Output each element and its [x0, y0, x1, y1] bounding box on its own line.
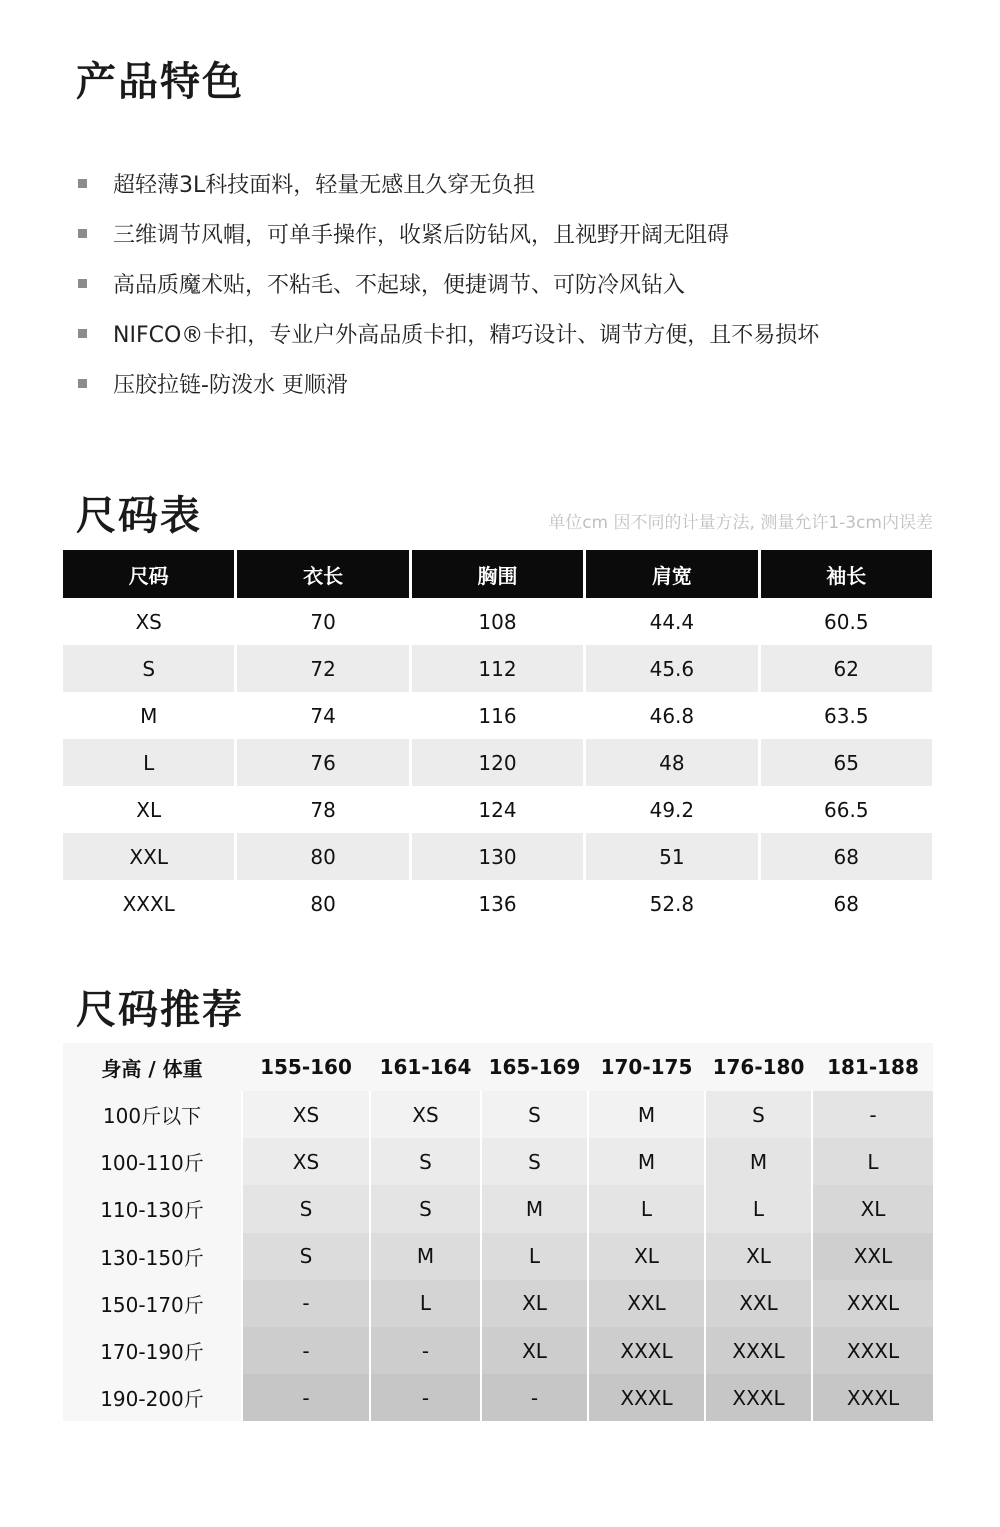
measurement-cell: 68: [761, 833, 932, 880]
measurement-cell: 136: [412, 880, 583, 927]
header-sleeve: 袖长: [761, 550, 932, 598]
square-bullet-icon: [78, 279, 87, 288]
recommended-size-cell: XXXL: [587, 1374, 704, 1421]
recommended-size-cell: XXXL: [811, 1327, 933, 1374]
square-bullet-icon: [78, 179, 87, 188]
size-label-cell: XXL: [63, 833, 234, 880]
recommended-size-cell: XXL: [587, 1280, 704, 1327]
measurement-cell: 80: [237, 833, 408, 880]
recommended-size-cell: XXXL: [811, 1280, 933, 1327]
recommended-size-cell: XS: [241, 1091, 369, 1138]
weight-row-header: 100-110斤: [63, 1138, 241, 1185]
size-chart-table: [60, 550, 935, 927]
size-chart-row: [63, 645, 932, 692]
height-column-header: 161-164: [369, 1043, 480, 1091]
size-label-cell: L: [63, 739, 234, 786]
measurement-cell: 76: [237, 739, 408, 786]
size-chart-row: [63, 880, 932, 927]
recommended-size-cell: M: [587, 1138, 704, 1185]
recommended-size-cell: M: [704, 1138, 811, 1185]
recommended-size-cell: S: [369, 1138, 480, 1185]
recommended-size-cell: L: [587, 1185, 704, 1232]
measurement-cell: 130: [412, 833, 583, 880]
height-column-header: 165-169: [480, 1043, 587, 1091]
recommended-size-cell: XL: [480, 1280, 587, 1327]
recommended-size-cell: S: [241, 1185, 369, 1232]
size-chart-row: [63, 833, 932, 880]
measurement-cell: 48: [586, 739, 757, 786]
recommended-size-cell: XXXL: [587, 1327, 704, 1374]
size-chart-title: 尺码表: [76, 493, 202, 539]
recommendation-row: [63, 1138, 933, 1185]
measurement-cell: 45.6: [586, 645, 757, 692]
square-bullet-icon: [78, 379, 87, 388]
recommended-size-cell: XL: [480, 1327, 587, 1374]
feature-item: [78, 208, 819, 258]
recommendation-row: [63, 1327, 933, 1374]
header-length: 衣长: [237, 550, 408, 598]
weight-row-header: 110-130斤: [63, 1185, 241, 1232]
size-chart-header-row: [63, 550, 932, 598]
recommended-size-cell: M: [587, 1091, 704, 1138]
feature-item: [78, 358, 819, 408]
recommendation-row: [63, 1280, 933, 1327]
measurement-cell: 63.5: [761, 692, 932, 739]
recommended-size-cell: L: [480, 1233, 587, 1280]
recommended-size-cell: -: [811, 1091, 933, 1138]
header-shoulder: 肩宽: [586, 550, 757, 598]
measurement-cell: 68: [761, 880, 932, 927]
feature-item: [78, 258, 819, 308]
feature-item: [78, 308, 819, 358]
recommendation-title: 尺码推荐: [76, 987, 244, 1033]
recommended-size-cell: M: [369, 1233, 480, 1280]
size-label-cell: XL: [63, 786, 234, 833]
measurement-cell: 74: [237, 692, 408, 739]
measurement-cell: 51: [586, 833, 757, 880]
size-chart-row: [63, 786, 932, 833]
weight-row-header: 100斤以下: [63, 1091, 241, 1138]
recommendation-row: [63, 1091, 933, 1138]
recommended-size-cell: -: [369, 1374, 480, 1421]
recommended-size-cell: L: [811, 1138, 933, 1185]
height-column-header: 176-180: [704, 1043, 811, 1091]
recommended-size-cell: -: [480, 1374, 587, 1421]
measurement-cell: 62: [761, 645, 932, 692]
measurement-cell: 72: [237, 645, 408, 692]
recommended-size-cell: XS: [241, 1138, 369, 1185]
feature-item: [78, 158, 819, 208]
recommended-size-cell: S: [704, 1091, 811, 1138]
height-weight-corner: 身高 / 体重: [63, 1043, 241, 1091]
measurement-cell: 112: [412, 645, 583, 692]
size-label-cell: S: [63, 645, 234, 692]
recommended-size-cell: S: [369, 1185, 480, 1232]
weight-row-header: 130-150斤: [63, 1233, 241, 1280]
weight-row-header: 190-200斤: [63, 1374, 241, 1421]
recommended-size-cell: S: [480, 1138, 587, 1185]
recommended-size-cell: L: [369, 1280, 480, 1327]
recommended-size-cell: XXL: [704, 1280, 811, 1327]
recommended-size-cell: -: [369, 1327, 480, 1374]
measurement-cell: 78: [237, 786, 408, 833]
recommended-size-cell: XXXL: [811, 1374, 933, 1421]
recommended-size-cell: XXL: [811, 1233, 933, 1280]
measurement-cell: 52.8: [586, 880, 757, 927]
recommendation-row: [63, 1185, 933, 1232]
recommended-size-cell: S: [480, 1091, 587, 1138]
recommended-size-cell: -: [241, 1374, 369, 1421]
size-label-cell: M: [63, 692, 234, 739]
recommended-size-cell: XL: [587, 1233, 704, 1280]
recommended-size-cell: -: [241, 1280, 369, 1327]
feature-text: 压胶拉链-防泼水 更顺滑: [113, 372, 348, 398]
feature-text: 高品质魔术贴，不粘毛、不起球，便捷调节、可防冷风钻入: [113, 272, 686, 298]
measurement-cell: 70: [237, 598, 408, 645]
measurement-cell: 49.2: [586, 786, 757, 833]
weight-row-header: 150-170斤: [63, 1280, 241, 1327]
size-recommendation-table: [63, 1043, 933, 1421]
recommendation-row: [63, 1374, 933, 1421]
recommended-size-cell: XXXL: [704, 1374, 811, 1421]
square-bullet-icon: [78, 229, 87, 238]
recommended-size-cell: XS: [369, 1091, 480, 1138]
recommended-size-cell: L: [704, 1185, 811, 1232]
size-label-cell: XXXL: [63, 880, 234, 927]
feature-text: 超轻薄3L科技面料，轻量无感且久穿无负担: [113, 172, 536, 198]
size-chart-row: [63, 739, 932, 786]
size-chart-row: [63, 692, 932, 739]
height-column-header: 181-188: [811, 1043, 933, 1091]
header-size: 尺码: [63, 550, 234, 598]
feature-list: [78, 158, 819, 408]
weight-row-header: 170-190斤: [63, 1327, 241, 1374]
feature-text: 三维调节风帽，可单手操作，收紧后防钻风，且视野开阔无阻碍: [113, 222, 730, 248]
recommended-size-cell: XL: [811, 1185, 933, 1232]
measurement-cell: 116: [412, 692, 583, 739]
height-column-header: 155-160: [241, 1043, 369, 1091]
measurement-cell: 124: [412, 786, 583, 833]
measurement-cell: 66.5: [761, 786, 932, 833]
recommended-size-cell: S: [241, 1233, 369, 1280]
recommended-size-cell: M: [480, 1185, 587, 1232]
measurement-cell: 65: [761, 739, 932, 786]
measurement-cell: 80: [237, 880, 408, 927]
height-column-header: 170-175: [587, 1043, 704, 1091]
measurement-cell: 108: [412, 598, 583, 645]
square-bullet-icon: [78, 329, 87, 338]
features-title: 产品特色: [76, 59, 244, 105]
measurement-cell: 120: [412, 739, 583, 786]
header-chest: 胸围: [412, 550, 583, 598]
size-label-cell: XS: [63, 598, 234, 645]
measurement-cell: 44.4: [586, 598, 757, 645]
measurement-note: 单位cm 因不同的计量方法, 测量允许1-3cm内误差: [548, 513, 933, 533]
recommended-size-cell: XXXL: [704, 1327, 811, 1374]
recommendation-header-row: [63, 1043, 933, 1091]
size-chart-row: [63, 598, 932, 645]
measurement-cell: 60.5: [761, 598, 932, 645]
recommended-size-cell: -: [241, 1327, 369, 1374]
recommendation-row: [63, 1233, 933, 1280]
recommended-size-cell: XL: [704, 1233, 811, 1280]
feature-text: NIFCO®卡扣，专业户外高品质卡扣，精巧设计、调节方便，且不易损坏: [113, 322, 820, 348]
measurement-cell: 46.8: [586, 692, 757, 739]
